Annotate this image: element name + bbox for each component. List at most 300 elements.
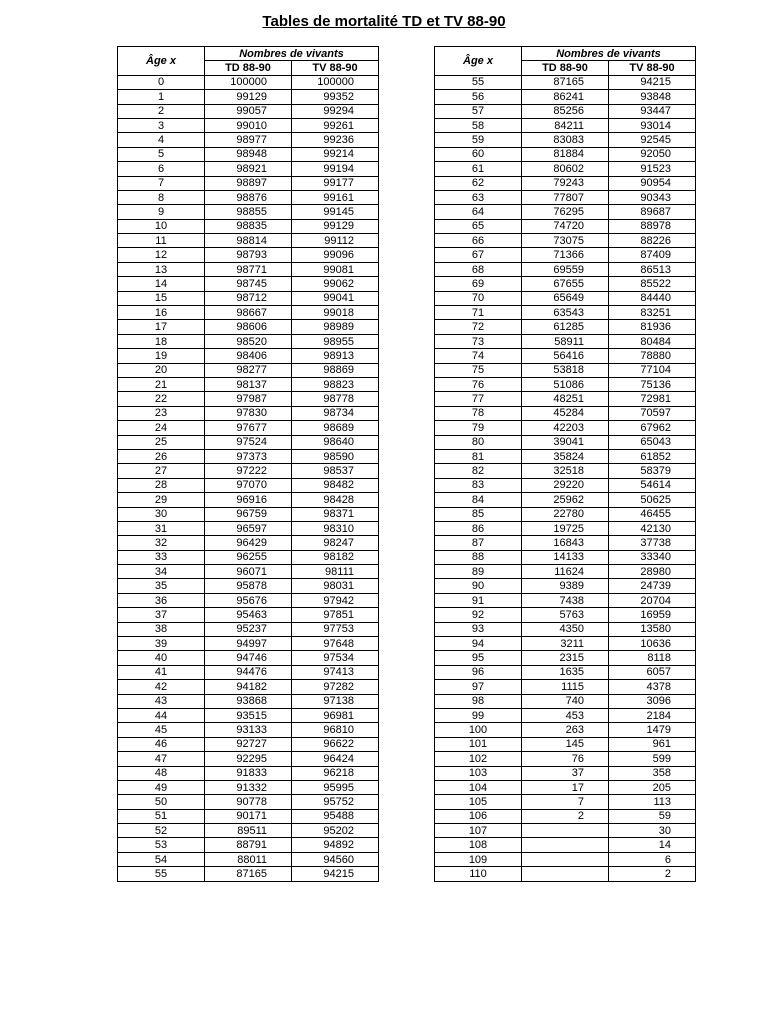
tv-value-cell: 67962 [609, 421, 696, 435]
tv-value-cell: 99161 [292, 190, 379, 204]
age-cell: 35 [118, 579, 205, 593]
age-cell: 47 [118, 752, 205, 766]
td-value-cell [522, 852, 609, 866]
age-cell: 105 [435, 795, 522, 809]
age-cell: 38 [118, 622, 205, 636]
age-cell: 18 [118, 334, 205, 348]
age-cell: 0 [118, 75, 205, 89]
tv-value-cell: 50625 [609, 493, 696, 507]
table-row [118, 320, 379, 334]
tv-value-cell: 1479 [609, 723, 696, 737]
table-row [118, 291, 379, 305]
age-cell: 92 [435, 608, 522, 622]
tv-value-cell: 99041 [292, 291, 379, 305]
tv-value-cell: 98689 [292, 421, 379, 435]
td-value-cell: 80602 [522, 162, 609, 176]
table-row [118, 723, 379, 737]
tv-value-cell: 70597 [609, 406, 696, 420]
td-value-cell: 45284 [522, 406, 609, 420]
age-cell: 26 [118, 449, 205, 463]
age-cell: 101 [435, 737, 522, 751]
td-value-cell: 85256 [522, 104, 609, 118]
table-row [435, 838, 696, 852]
table-row [435, 234, 696, 248]
age-cell: 16 [118, 306, 205, 320]
td-value-cell: 91833 [205, 766, 292, 780]
age-cell: 39 [118, 637, 205, 651]
table-row [118, 334, 379, 348]
table-row [435, 651, 696, 665]
tv-value-cell: 16959 [609, 608, 696, 622]
tv-value-cell: 46455 [609, 507, 696, 521]
tv-value-cell: 24739 [609, 579, 696, 593]
td-value-cell: 97070 [205, 478, 292, 492]
td-value-cell: 93133 [205, 723, 292, 737]
age-cell: 56 [435, 90, 522, 104]
td-value-cell: 99010 [205, 118, 292, 132]
tv-value-cell: 99294 [292, 104, 379, 118]
td-value-cell: 95878 [205, 579, 292, 593]
tv-value-cell: 94215 [292, 867, 379, 881]
tv-value-cell: 99352 [292, 90, 379, 104]
table-row [118, 262, 379, 276]
td-value-cell: 98921 [205, 162, 292, 176]
table-row [118, 90, 379, 104]
age-cell: 44 [118, 708, 205, 722]
age-cell: 23 [118, 406, 205, 420]
table-row [118, 162, 379, 176]
table-row [435, 723, 696, 737]
table-row [435, 147, 696, 161]
age-cell: 43 [118, 694, 205, 708]
td-value-cell: 9389 [522, 579, 609, 593]
tv-value-cell: 96424 [292, 752, 379, 766]
table-row [118, 622, 379, 636]
table-row [435, 291, 696, 305]
td-value-cell: 2315 [522, 651, 609, 665]
td-value-cell: 22780 [522, 507, 609, 521]
td-value-cell: 69559 [522, 262, 609, 276]
tv-value-cell: 98823 [292, 377, 379, 391]
td-value-cell: 97222 [205, 464, 292, 478]
td-value-cell: 98814 [205, 234, 292, 248]
td-value-cell [522, 838, 609, 852]
td-value-cell: 16843 [522, 536, 609, 550]
td-value-cell: 79243 [522, 176, 609, 190]
tv-value-cell: 98989 [292, 320, 379, 334]
tv-value-cell: 98640 [292, 435, 379, 449]
age-cell: 66 [435, 234, 522, 248]
tv-value-cell: 90343 [609, 190, 696, 204]
age-cell: 55 [435, 75, 522, 89]
tv-value-cell: 599 [609, 752, 696, 766]
tv-value-cell: 75136 [609, 377, 696, 391]
age-cell: 67 [435, 248, 522, 262]
td-value-cell: 65649 [522, 291, 609, 305]
age-cell: 71 [435, 306, 522, 320]
tv-value-cell: 97138 [292, 694, 379, 708]
td-value-cell [522, 867, 609, 881]
age-cell: 41 [118, 665, 205, 679]
tv-value-cell: 97942 [292, 593, 379, 607]
age-cell: 62 [435, 176, 522, 190]
table-row [118, 665, 379, 679]
age-cell: 4 [118, 133, 205, 147]
tv-column-header: TV 88-90 [609, 61, 696, 75]
table-row [435, 435, 696, 449]
tv-value-cell: 88978 [609, 219, 696, 233]
age-cell: 78 [435, 406, 522, 420]
td-value-cell: 97830 [205, 406, 292, 420]
age-cell: 57 [435, 104, 522, 118]
td-value-cell: 74720 [522, 219, 609, 233]
table-row [118, 737, 379, 751]
table-row [118, 838, 379, 852]
tv-value-cell: 98182 [292, 550, 379, 564]
td-value-cell: 98977 [205, 133, 292, 147]
table-row [435, 708, 696, 722]
table-row [118, 493, 379, 507]
table-row [118, 795, 379, 809]
tv-value-cell: 6 [609, 852, 696, 866]
td-value-cell: 98855 [205, 205, 292, 219]
table-row [435, 464, 696, 478]
td-value-cell: 98137 [205, 377, 292, 391]
td-value-cell: 2 [522, 809, 609, 823]
tv-value-cell: 205 [609, 780, 696, 794]
age-cell: 75 [435, 363, 522, 377]
tv-value-cell: 72981 [609, 392, 696, 406]
tv-value-cell: 30 [609, 824, 696, 838]
tv-value-cell: 95752 [292, 795, 379, 809]
age-cell: 40 [118, 651, 205, 665]
tv-value-cell: 98869 [292, 363, 379, 377]
tv-value-cell: 37738 [609, 536, 696, 550]
tv-value-cell: 98482 [292, 478, 379, 492]
age-cell: 49 [118, 780, 205, 794]
table-row [118, 147, 379, 161]
mortality-table-right [434, 46, 696, 882]
td-value-cell: 88791 [205, 838, 292, 852]
td-value-cell [522, 824, 609, 838]
table-row [435, 421, 696, 435]
td-value-cell: 94476 [205, 665, 292, 679]
table-row [118, 637, 379, 651]
table-row [435, 665, 696, 679]
td-value-cell: 35824 [522, 449, 609, 463]
td-value-cell: 42203 [522, 421, 609, 435]
tv-value-cell: 100000 [292, 75, 379, 89]
age-cell: 42 [118, 680, 205, 694]
table-row [435, 622, 696, 636]
age-header: Âge x [118, 47, 205, 76]
age-cell: 10 [118, 219, 205, 233]
tv-value-cell: 92545 [609, 133, 696, 147]
table-row [435, 262, 696, 276]
age-cell: 13 [118, 262, 205, 276]
table-body [118, 75, 379, 881]
tv-value-cell: 91523 [609, 162, 696, 176]
tv-value-cell: 86513 [609, 262, 696, 276]
table-row [435, 349, 696, 363]
tv-value-cell: 3096 [609, 694, 696, 708]
tv-value-cell: 4378 [609, 680, 696, 694]
tv-value-cell: 90954 [609, 176, 696, 190]
age-cell: 21 [118, 377, 205, 391]
tv-value-cell: 99018 [292, 306, 379, 320]
tv-value-cell: 6057 [609, 665, 696, 679]
table-row [435, 521, 696, 535]
table-row [435, 766, 696, 780]
tv-value-cell: 99145 [292, 205, 379, 219]
tv-value-cell: 97753 [292, 622, 379, 636]
tv-value-cell: 14 [609, 838, 696, 852]
tv-value-cell: 42130 [609, 521, 696, 535]
age-cell: 29 [118, 493, 205, 507]
table-row [118, 579, 379, 593]
table-row [118, 521, 379, 535]
tv-value-cell: 97851 [292, 608, 379, 622]
tv-value-cell: 98371 [292, 507, 379, 521]
tv-value-cell: 58379 [609, 464, 696, 478]
table-row [118, 306, 379, 320]
tv-value-cell: 92050 [609, 147, 696, 161]
table-body [435, 75, 696, 881]
td-value-cell: 1635 [522, 665, 609, 679]
table-row [435, 780, 696, 794]
tv-value-cell: 113 [609, 795, 696, 809]
tv-value-cell: 99129 [292, 219, 379, 233]
age-cell: 87 [435, 536, 522, 550]
td-value-cell: 99057 [205, 104, 292, 118]
table-row [118, 809, 379, 823]
td-value-cell: 92295 [205, 752, 292, 766]
table-row [118, 363, 379, 377]
table-row [118, 766, 379, 780]
age-cell: 63 [435, 190, 522, 204]
td-value-cell: 67655 [522, 277, 609, 291]
tv-value-cell: 94560 [292, 852, 379, 866]
table-row [435, 75, 696, 89]
table-row [435, 852, 696, 866]
td-value-cell: 76295 [522, 205, 609, 219]
age-cell: 46 [118, 737, 205, 751]
table-row [118, 680, 379, 694]
td-value-cell: 48251 [522, 392, 609, 406]
tv-value-cell: 99112 [292, 234, 379, 248]
tv-value-cell: 99081 [292, 262, 379, 276]
td-value-cell: 63543 [522, 306, 609, 320]
age-cell: 31 [118, 521, 205, 535]
tv-value-cell: 77104 [609, 363, 696, 377]
tv-value-cell: 99236 [292, 133, 379, 147]
age-cell: 107 [435, 824, 522, 838]
td-value-cell: 71366 [522, 248, 609, 262]
td-value-cell: 98745 [205, 277, 292, 291]
td-value-cell: 14133 [522, 550, 609, 564]
tv-value-cell: 93848 [609, 90, 696, 104]
tv-value-cell: 98590 [292, 449, 379, 463]
td-value-cell: 95237 [205, 622, 292, 636]
tv-value-cell: 98111 [292, 565, 379, 579]
age-cell: 25 [118, 435, 205, 449]
table-row [118, 708, 379, 722]
table-row [435, 795, 696, 809]
age-cell: 72 [435, 320, 522, 334]
td-value-cell: 58911 [522, 334, 609, 348]
table-row [435, 478, 696, 492]
table-row [118, 248, 379, 262]
tv-value-cell: 54614 [609, 478, 696, 492]
table-row [435, 824, 696, 838]
td-value-cell: 53818 [522, 363, 609, 377]
td-value-cell: 90171 [205, 809, 292, 823]
td-value-cell: 97987 [205, 392, 292, 406]
table-row [435, 809, 696, 823]
age-header: Âge x [435, 47, 522, 76]
table-row [435, 737, 696, 751]
table-row [118, 449, 379, 463]
td-value-cell: 94182 [205, 680, 292, 694]
age-cell: 68 [435, 262, 522, 276]
age-cell: 81 [435, 449, 522, 463]
age-cell: 60 [435, 147, 522, 161]
td-value-cell: 76 [522, 752, 609, 766]
td-value-cell: 51086 [522, 377, 609, 391]
tv-value-cell: 61852 [609, 449, 696, 463]
table-row [435, 392, 696, 406]
td-value-cell: 98793 [205, 248, 292, 262]
table-row [118, 752, 379, 766]
age-cell: 48 [118, 766, 205, 780]
table-row [118, 852, 379, 866]
tv-value-cell: 98310 [292, 521, 379, 535]
age-cell: 74 [435, 349, 522, 363]
tv-value-cell: 93447 [609, 104, 696, 118]
tv-value-cell: 13580 [609, 622, 696, 636]
age-cell: 86 [435, 521, 522, 535]
age-cell: 100 [435, 723, 522, 737]
td-value-cell: 39041 [522, 435, 609, 449]
tv-value-cell: 94892 [292, 838, 379, 852]
age-cell: 64 [435, 205, 522, 219]
tv-value-cell: 81936 [609, 320, 696, 334]
table-row [118, 593, 379, 607]
tv-value-cell: 83251 [609, 306, 696, 320]
tv-value-cell: 98031 [292, 579, 379, 593]
tv-value-cell: 2184 [609, 708, 696, 722]
td-value-cell: 96597 [205, 521, 292, 535]
age-cell: 54 [118, 852, 205, 866]
age-cell: 82 [435, 464, 522, 478]
table-row [118, 277, 379, 291]
tv-value-cell: 97534 [292, 651, 379, 665]
td-value-cell: 84211 [522, 118, 609, 132]
tv-value-cell: 99177 [292, 176, 379, 190]
tv-value-cell: 10636 [609, 637, 696, 651]
td-value-cell: 61285 [522, 320, 609, 334]
table-row [118, 464, 379, 478]
table-row [435, 593, 696, 607]
tv-value-cell: 80484 [609, 334, 696, 348]
table-row [118, 435, 379, 449]
td-value-cell: 263 [522, 723, 609, 737]
age-cell: 2 [118, 104, 205, 118]
tv-value-cell: 93014 [609, 118, 696, 132]
td-value-cell: 93868 [205, 694, 292, 708]
td-value-cell: 740 [522, 694, 609, 708]
page-title: Tables de mortalité TD et TV 88-90 [262, 13, 506, 30]
age-cell: 102 [435, 752, 522, 766]
age-cell: 27 [118, 464, 205, 478]
table-row [435, 190, 696, 204]
age-cell: 11 [118, 234, 205, 248]
age-cell: 58 [435, 118, 522, 132]
td-column-header: TD 88-90 [522, 61, 609, 75]
age-cell: 83 [435, 478, 522, 492]
table-row [435, 550, 696, 564]
age-cell: 20 [118, 363, 205, 377]
table-row [118, 608, 379, 622]
td-value-cell: 97373 [205, 449, 292, 463]
td-value-cell: 88011 [205, 852, 292, 866]
age-cell: 85 [435, 507, 522, 521]
td-value-cell: 98948 [205, 147, 292, 161]
tv-value-cell: 87409 [609, 248, 696, 262]
td-value-cell: 145 [522, 737, 609, 751]
td-value-cell: 86241 [522, 90, 609, 104]
age-cell: 109 [435, 852, 522, 866]
table-row [118, 133, 379, 147]
td-value-cell: 89511 [205, 824, 292, 838]
table-row [118, 565, 379, 579]
td-value-cell: 37 [522, 766, 609, 780]
age-cell: 88 [435, 550, 522, 564]
table-row [435, 449, 696, 463]
td-value-cell: 87165 [522, 75, 609, 89]
td-value-cell: 7 [522, 795, 609, 809]
td-value-cell: 83083 [522, 133, 609, 147]
age-cell: 5 [118, 147, 205, 161]
td-value-cell: 98277 [205, 363, 292, 377]
age-cell: 93 [435, 622, 522, 636]
td-value-cell: 98897 [205, 176, 292, 190]
age-cell: 33 [118, 550, 205, 564]
age-cell: 79 [435, 421, 522, 435]
age-cell: 97 [435, 680, 522, 694]
age-cell: 99 [435, 708, 522, 722]
table-row [118, 651, 379, 665]
td-value-cell: 73075 [522, 234, 609, 248]
td-value-cell: 7438 [522, 593, 609, 607]
td-value-cell: 98771 [205, 262, 292, 276]
age-cell: 3 [118, 118, 205, 132]
tv-value-cell: 99194 [292, 162, 379, 176]
table-row [435, 334, 696, 348]
table-row [118, 377, 379, 391]
age-cell: 73 [435, 334, 522, 348]
td-value-cell: 32518 [522, 464, 609, 478]
age-cell: 70 [435, 291, 522, 305]
table-row [118, 75, 379, 89]
td-value-cell: 98606 [205, 320, 292, 334]
age-cell: 17 [118, 320, 205, 334]
td-value-cell: 77807 [522, 190, 609, 204]
survivors-group-header: Nombres de vivants [522, 47, 696, 61]
age-cell: 28 [118, 478, 205, 492]
tv-value-cell: 95488 [292, 809, 379, 823]
table-row [435, 219, 696, 233]
